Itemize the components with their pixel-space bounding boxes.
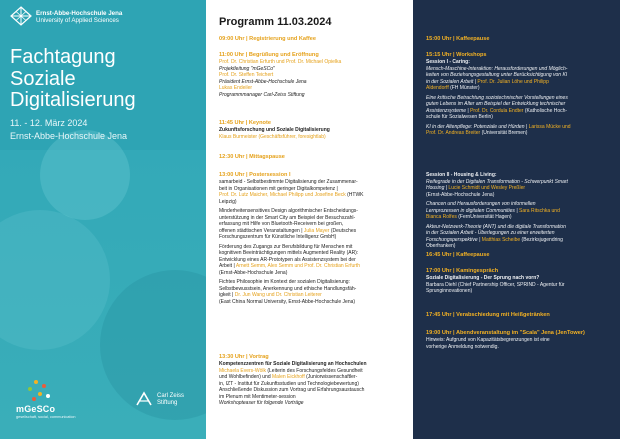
workshop-text: Housing |: [426, 185, 449, 191]
workshop-text: in der Sozialen Arbeit |: [426, 78, 478, 85]
event-date: 11. - 12. März 2024: [10, 118, 88, 128]
decor-shape: [40, 130, 130, 220]
agenda-time: 11:45 Uhr | Keynote: [219, 120, 271, 126]
agenda-item: [219, 172, 407, 305]
speaker-names: Michaela Evers-Wölk: [219, 367, 266, 374]
speaker-names: Lukas Endeiler: [219, 85, 253, 91]
mgesco-logo: [16, 378, 76, 419]
agenda-item: [219, 354, 407, 407]
affiliation: (FH Münster): [448, 85, 480, 91]
affiliation: (Deutsches: [329, 227, 357, 234]
workshop-text: keiten von Beziehungsgestaltung unter Berücksichtigung von KI: [426, 72, 568, 78]
title-line: Fachtagung: [10, 46, 116, 68]
title-line: Digitalisierung: [10, 89, 136, 111]
speaker-names: Prof. Dr. Cordula Endter: [470, 107, 524, 114]
workshop-text: Reifegrade in der Digitalen Transformation - Schwerpunkt Smart: [426, 178, 568, 185]
poster-text: erfassung mit Hilfe von Bluetooth-Receivern bei großen,: [219, 221, 344, 227]
speaker-names: Matthias Scheibe: [481, 236, 521, 243]
affiliation: in, IZT - Institut für Zukunftsstudien und Technologiebewertung): [219, 380, 359, 387]
agenda-time: 17:45 Uhr | Verabschiedung mit Heißgetränken: [426, 312, 550, 318]
program-column-1: [206, 0, 413, 439]
agenda-time: 16:45 Uhr | Kaffeepause: [426, 252, 490, 258]
talk-title: Zukunftsforschung und Soziale Digitalisierung: [219, 127, 330, 133]
agenda-time: 13:00 Uhr | Postersession I: [219, 172, 291, 178]
agenda-item: [426, 172, 612, 250]
agenda-time: 15:00 Uhr | Kaffeepause: [426, 36, 490, 42]
logo-subtitle: University of Applied Sciences: [36, 17, 119, 25]
eah-logo: [10, 6, 122, 26]
affiliation: (Ernst-Abbe-Hochschule Jena): [426, 191, 495, 198]
speaker-role: Präsident Ernst-Abbe-Hochschule Jena: [219, 78, 307, 85]
workshop-text: Akteur-Netzwerk-Theorie (ANT) und die digitale Transformation: [426, 223, 566, 230]
note: Hinweis: Aufgrund von Kapazitätsbegrenzungen ist eine: [426, 337, 550, 343]
workshop-text: in der Sozialen Arbeit - Überlegungen zu einer erweiterten: [426, 230, 555, 236]
agenda-item: [426, 52, 612, 137]
speaker-names: Malen Eickhoff: [272, 374, 305, 380]
speaker-names: Prof. Dr. Julian Löhe und Philipp: [477, 78, 549, 85]
description: Workshopteaser für folgende Vorträge: [219, 400, 304, 406]
mgesco-tagline: gesellschaft, social, communication: [16, 415, 76, 419]
zeiss-foundation: Stiftung: [157, 400, 178, 406]
speaker-names: Prof. Dr. Steffen Teichert: [219, 72, 274, 78]
zeiss-name: Carl Zeiss: [157, 393, 185, 399]
session-title: Session I - Caring:: [426, 59, 470, 65]
event-location: Ernst-Abbe-Hochschule Jena: [10, 131, 128, 141]
workshop-text: Lernprozessen in digitalen Communities |: [426, 207, 520, 214]
affiliation: (East China Normal University, Ernst-Abbe-Hochschule Jena): [219, 298, 356, 305]
affiliation: (Leiterin des Forschungsfeldes Gesundheit: [265, 367, 363, 374]
affiliation: (FernUniversität Hagen): [456, 214, 512, 220]
speaker-names: Julia Mayer: [303, 227, 330, 234]
carl-zeiss-logo: [134, 390, 184, 410]
talk-title: Kompetenzzentren für Soziale Digitalisierung an Hochschulen: [219, 361, 367, 367]
agenda-time: 13:30 Uhr | Vortrag: [219, 354, 269, 360]
poster-text: Minderheitensensitives Design algorithmischer Entscheidungs-: [219, 208, 358, 214]
speaker-names: Dr. Jun Wang und Dr. Christian Leiterer: [234, 292, 322, 298]
agenda-time: 11:00 Uhr | Begrüßung und Eröffnung: [219, 52, 319, 58]
speaker-names: Barbara Diehl (Chief Partnership Officer, SPRIND - Agentur für: [426, 281, 565, 288]
page-title: [10, 47, 136, 112]
agenda-item: [426, 36, 612, 43]
agenda-time: 12:30 Uhr | Mittagspause: [219, 154, 285, 160]
speaker-names: Larissa Mücke und: [528, 123, 571, 130]
affiliation: Sprunginnovationen): [426, 288, 473, 294]
agenda-time: 19:00 Uhr | Abendveranstaltung im "Scala" Jena (JenTower): [426, 330, 585, 336]
program-column-2: [413, 0, 620, 439]
workshop-text: Eine kritische Betrachtung soziotechnischer Vorstellungen eines: [426, 94, 568, 101]
affiliation: schule für Sozialwesen Berlin): [426, 114, 493, 120]
workshop-text: Assistenzsysteme |: [426, 107, 471, 114]
poster-text: kognitiven Beeinträchtigungen mittels Augmented Reality (AR):: [219, 250, 359, 256]
affiliation: Forschungszentrum für Künstliche Intelligenz GmbH): [219, 234, 337, 240]
affiliation: und Wohlbefinden) und: [219, 374, 273, 380]
speaker-names: Bianca Rolfes: [426, 214, 457, 220]
agenda-item: [426, 312, 612, 319]
agenda-item: [219, 36, 407, 43]
description: Anschließende Diskussion zum Vortrag und Erfahrungsaustausch: [219, 387, 365, 393]
agenda-time: 17:00 Uhr | Kamingespräch: [426, 268, 499, 274]
speaker-names: Klaus Burmeister (Geschäftsführer, foresightlab): [219, 133, 326, 140]
carl-zeiss-icon: [134, 390, 154, 410]
title-line: Soziale: [10, 67, 76, 90]
affiliation: (Ernst-Abbe-Hochschule Jena): [219, 269, 288, 276]
poster-text: Fichtes Philosophie im Kontext der sozialen Digitalisierung:: [219, 279, 350, 285]
talk-title: Soziale Digitalisierung - Der Sprung nach vorn?: [426, 275, 540, 281]
mgesco-name: mGeSCo: [16, 404, 56, 414]
affiliation: Leipzig): [219, 198, 237, 205]
mgesco-dots-icon: [16, 378, 76, 404]
agenda-item: [219, 154, 407, 161]
affiliation: (Juniorwissenschaftler-: [304, 374, 358, 380]
poster-text: igkeit |: [219, 292, 235, 298]
agenda-item: [426, 330, 612, 350]
affiliation: (Bezirksjugendring: [520, 236, 563, 243]
affiliation: (Katholische Hoch-: [523, 107, 568, 114]
agenda-time: 15:15 Uhr | Workshops: [426, 52, 487, 58]
affiliation: (Universität Bremen): [480, 130, 528, 136]
workshop-text: Mensch-Maschine-Interaktion: Herausforderungen und Möglich-: [426, 65, 568, 72]
agenda-item: [426, 268, 612, 295]
affiliation: Oberfranken): [426, 243, 456, 249]
program-title: Programm 11.03.2024: [219, 16, 332, 28]
session-title: Session II - Housing & Living:: [426, 172, 497, 178]
speaker-names: Sara Ritschka und: [519, 207, 560, 214]
speaker-names: Prof. Dr. Andreas Breiter: [426, 130, 481, 136]
eah-logo-icon: [10, 6, 32, 26]
workshop-text: KI in der Altenpflege: Potenziale und Hürden |: [426, 123, 529, 130]
speaker-names: Prof. Dr. Christian Erfurth und Prof. Dr. Michael Opielka: [219, 59, 342, 65]
poster-text: samarbeid - Selbstbestimmte Digitalisierung der Zusammenar-: [219, 179, 358, 185]
agenda-item: [426, 252, 612, 259]
decor-shape: [0, 210, 110, 350]
agenda-item: [219, 52, 407, 98]
workshop-text: Chancen und Herausforderungen von informellen: [426, 201, 536, 207]
poster-text: Arbeit |: [219, 263, 236, 269]
speaker-role: Programmmanager Carl-Zeiss Stiftung: [219, 91, 305, 98]
note: vorherige Anmeldung notwendig.: [426, 343, 499, 350]
speaker-names: Lucie Schmidt und Wesley Preßler: [448, 185, 526, 191]
poster-text: Förderung des Zugangs zur Berufsbildung für Menschen mit: [219, 243, 353, 250]
poster-text: offenen städtischen Veranstaltungen |: [219, 227, 304, 234]
title-panel: [0, 0, 206, 439]
speaker-names: Arnett Semm, Alex Semm und Prof. Dr. Christian Erfurth: [235, 263, 361, 269]
poster-text: Entwicklung eines AR-Prototypen als Assistenzsystem bei der: [219, 256, 356, 263]
poster-text: Selbstbewusstsein, Anerkennung und ethische Handlungsfäh-: [219, 285, 357, 292]
agenda-time: 09:00 Uhr | Registrierung und Kaffee: [219, 36, 316, 42]
agenda-item: [219, 120, 407, 140]
description: im Plenum mit Mentimeter-session: [219, 393, 296, 400]
workshop-text: guten Lebens im Alter am Beispiel der Entwicklung technischer: [426, 101, 566, 107]
affiliation: (HTWK: [345, 192, 364, 198]
speaker-names: Aldendorff: [426, 85, 449, 91]
logo-name: Ernst-Abbe-Hochschule Jena: [36, 10, 123, 17]
speaker-names: Prof. Dr. Lutz Maicher, Michael Philipp und Josefine Beck: [219, 192, 346, 198]
poster-text: unterstützung in der Smart City am Beispiel der Besuchszahl-: [219, 214, 356, 221]
workshop-text: Forschungsperspektive |: [426, 236, 482, 243]
speaker-role: Projektleitung "mGeSCo": [219, 65, 275, 72]
poster-text: beit in Organisationen mit geringer Digitalkompetenz |: [219, 185, 338, 192]
